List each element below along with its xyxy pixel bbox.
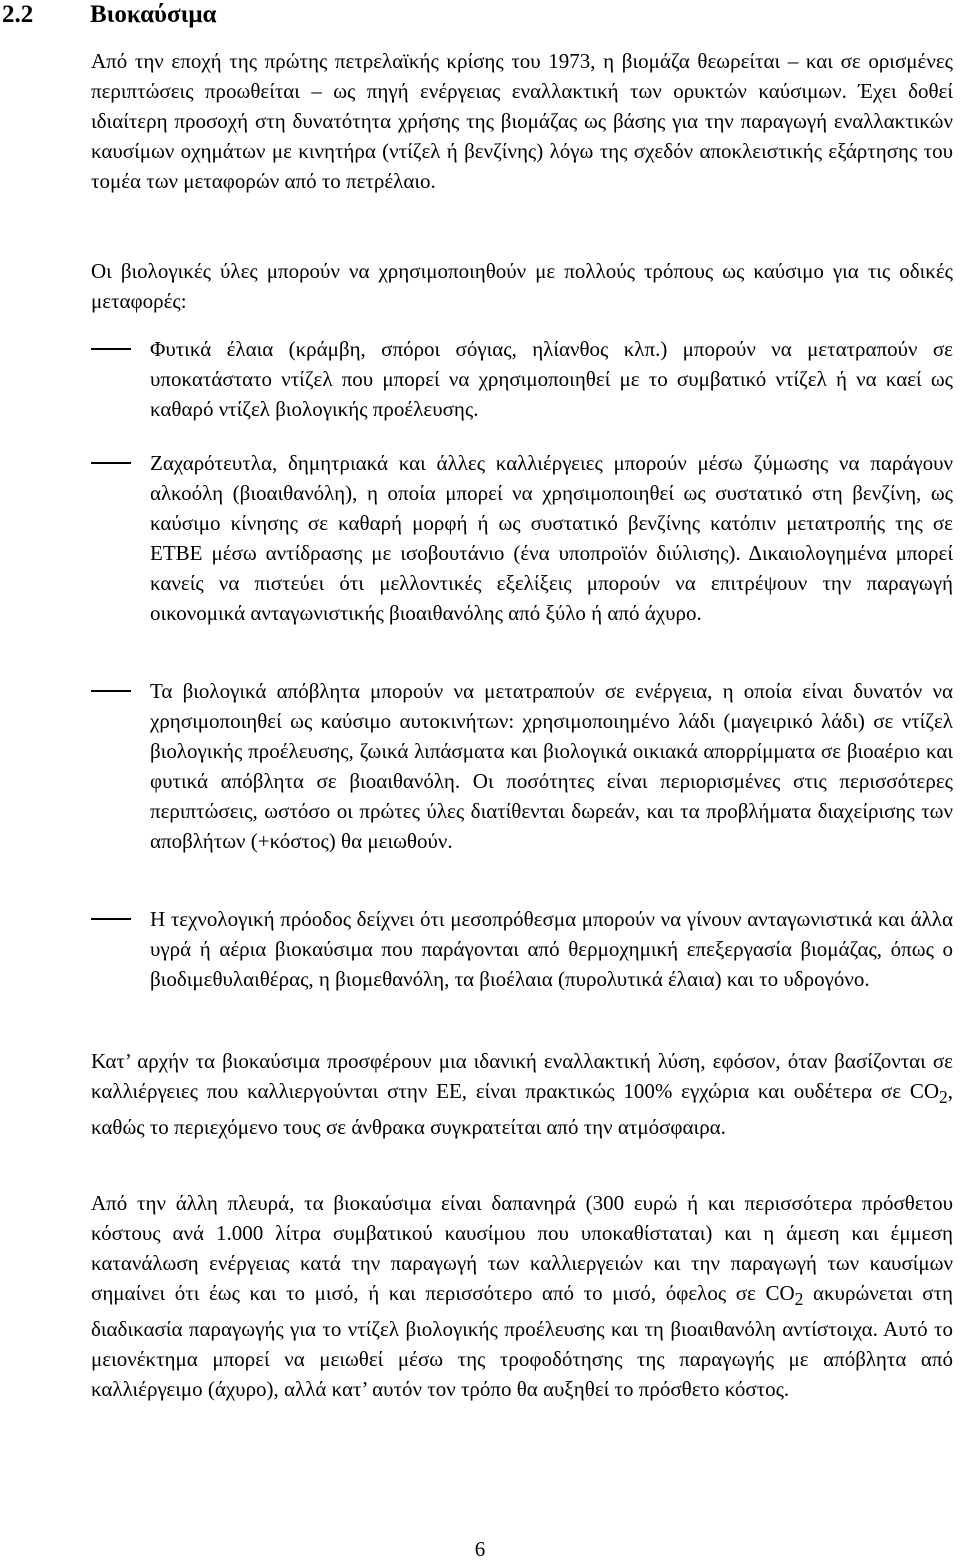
list-item-text: Η τεχνολογική πρόοδος δείχνει ότι μεσοπρόθεσμα μπορούν να γίνουν ανταγωνιστικά και άλλα υγρά ή αέρια βιοκαύσιμα που παράγονται από θερμοχημική επεξεργασία βιομάζας, όπως ο βιοδιμεθυλαιθέρας, η βιομεθανόλη, τα βιοέλαια (πυρολυτικά έλαια) και το υδρογόνο. bbox=[150, 907, 953, 991]
uses-paragraph: Οι βιολογικές ύλες μπορούν να χρησιμοποιηθούν με πολλούς τρόπους ως καύσιμο για τις οδικές μεταφορές: bbox=[91, 259, 953, 313]
list-item bbox=[91, 904, 953, 994]
dash-bullet-icon bbox=[91, 918, 131, 920]
list-item bbox=[91, 676, 953, 856]
dash-bullet-icon bbox=[91, 690, 131, 692]
list-item-text: Τα βιολογικά απόβλητα μπορούν να μετατραπούν σε ενέργεια, η οποία είναι δυνατόν να χρησιμοποιηθεί ως καύσιμο αυτοκινήτων: χρησιμοποιημένο λάδι (μαγειρικό λάδι) σε ντίζελ βιολογικής προέλευσης, ζωικά λιπάσματα και βιολογικά οικιακά απορρίμματα σε βιοαέριο και φυτικά απόβλητα σε βιοαιθανόλη. Οι ποσότητες είναι περιορισμένες στις περισσότερες περιπτώσεις, ωστόσο οι πρώτες ύλες διατίθενται δωρεάν, και τα προβλήματα διαχείρισης των αποβλήτων (+κόστος) θα μειωθούν. bbox=[150, 679, 953, 853]
section-number: 2.2 bbox=[2, 1, 34, 28]
intro-paragraph: Από την εποχή της πρώτης πετρελαϊκής κρίσης του 1973, η βιομάζα θεωρείται – και σε ορισμένες περιπτώσεις προωθείται – ως πηγή ενέργειας εναλλακτική των ορυκτών καύσιμων. Έχει δοθεί ιδιαίτερη προσοχή στη δυνατότητα χρήσης της βιομάζας ως βάσης για την παραγωγή εναλλακτικών καυσίμων οχημάτων με κινητήρα (ντίζελ ή βενζίνης) λόγω της σχεδόν αποκλειστικής εξάρτησης του τομέα των μεταφορών από το πετρέλαιο. bbox=[91, 49, 953, 193]
list-item bbox=[91, 334, 953, 424]
dash-bullet-icon bbox=[91, 348, 131, 350]
page-number: 6 bbox=[474, 1537, 486, 1561]
section-heading bbox=[2, 0, 217, 30]
list-item bbox=[91, 448, 953, 628]
section-title: Βιοκαύσιμα bbox=[90, 1, 217, 28]
list-item-text: Φυτικά έλαια (κράμβη, σπόροι σόγιας, ηλίανθος κλπ.) μπορούν να μετατραπούν σε υποκατάστατο ντίζελ που μπορεί να χρησιμοποιηθεί με το συμβατικό ντίζελ ή να καεί ως καθαρό ντίζελ βιολογικής προέλευσης. bbox=[150, 337, 953, 421]
list-item-text: Ζαχαρότευτλα, δημητριακά και άλλες καλλιέργειες μπορούν μέσω ζύμωσης να παράγουν αλκοόλη (βιοαιθανόλη), η οποία μπορεί να χρησιμοποιηθεί ως συστατικό στη βενζίνη, ως καύσιμο κίνησης σε καθαρή μορφή ή ως συστατικό βενζίνης κατόπιν μετατροπής της σε ΕΤΒΕ μέσω αντίδρασης με ισοβουτάνιο (ένα υποπροϊόν διύλισης). Δικαιολογημένα μπορεί κανείς να πιστεύει ότι μελλοντικές εξελίξεις μπορούν να επιτρέψουν την παραγωγή οικονομικά ανταγωνιστικής βιοαιθανόλης από ξύλο ή από άχυρο. bbox=[150, 451, 953, 625]
dash-bullet-icon bbox=[91, 462, 131, 464]
benefits-paragraph: Κατ’ αρχήν τα βιοκαύσιμα προσφέρουν μια ιδανική εναλλακτική λύση, εφόσον, όταν βασίζονται σε καλλιέργειες που καλλιεργούνται στην ΕΕ, είναι πρακτικώς 100% εγχώρια και ουδέτερα σε $CO_2$, καθώς το περιεχόμενο τους σε άνθρακα συγκρατείται από την ατμόσφαιρα. bbox=[91, 1049, 953, 1140]
drawbacks-paragraph: Από την άλλη πλευρά, τα βιοκαύσιμα είναι δαπανηρά (300 ευρώ ή και περισσότερα πρόσθετου κόστους ανά 1.000 λίτρα συμβατικού καυσίμου που υποκαθίσταται) και η άμεση και έμμεση κατανάλωση ενέργειας κατά την παραγωγή των καλλιεργειών και την παραγωγή των καυσίμων σημαίνει ότι έως και το μισό, ή και περισσότερο από το μισό, όφελος σε $CO_2$ ακυρώνεται στη διαδικασία παραγωγής για το ντίζελ βιολογικής προέλευσης και τη βιοαιθανόλη αντίστοιχα. Αυτό το μειονέκτημα μπορεί να μειωθεί μέσω της τροφοδότησης της παραγωγής με απόβλητα από καλλιέργειμο (άχυρο), αλλά κατ’ αυτόν τον τρόπο θα αυξηθεί το πρόσθετο κόστος. bbox=[91, 1191, 953, 1402]
